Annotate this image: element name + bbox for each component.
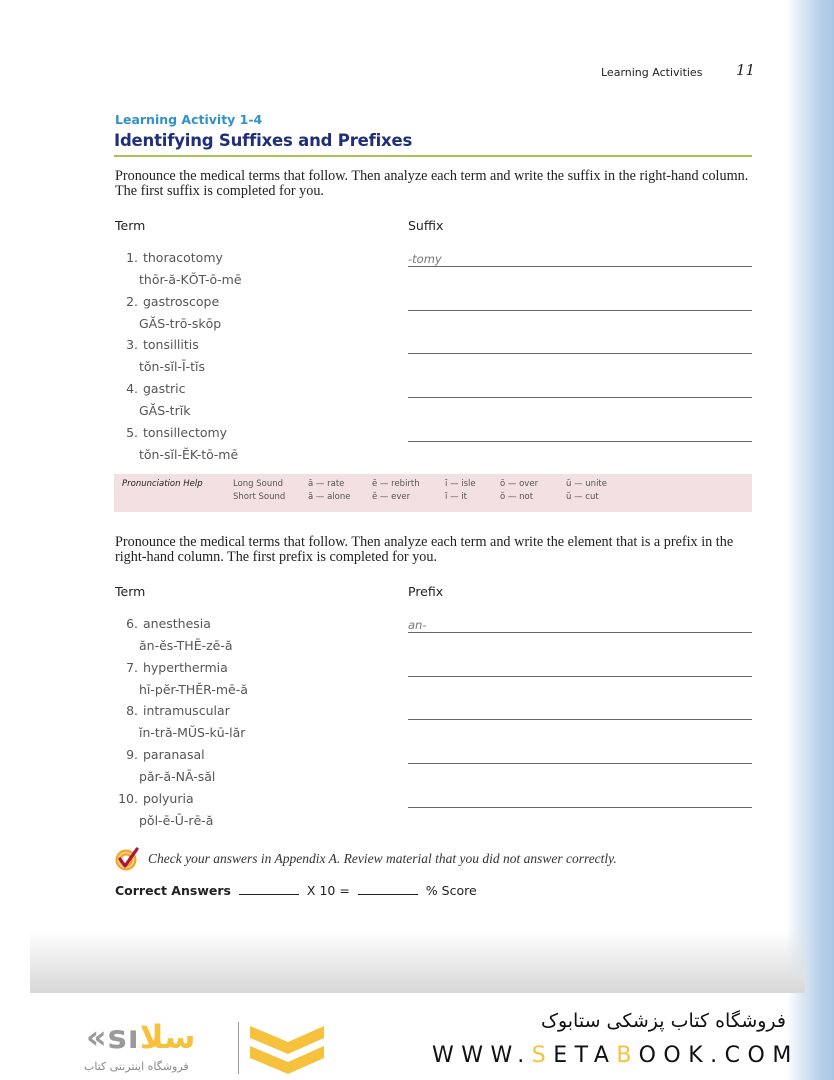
pronunciation: pŏl-ē-Ū-rē-ă [139, 813, 214, 828]
page-number: 11 [736, 61, 756, 79]
suffix-item-4 [118, 381, 398, 425]
title-rule [114, 155, 752, 157]
item-number: 4. [126, 381, 138, 396]
setabook-logo [66, 1018, 328, 1078]
suffix-answer-header: Suffix [408, 218, 444, 233]
answer-text: an- [408, 618, 427, 632]
term: gastroscope [142, 294, 220, 309]
prefix-answer-8[interactable] [408, 701, 752, 720]
term: thoracotomy [142, 250, 223, 265]
url-accent: S [531, 1043, 554, 1068]
term: tonsillitis [142, 337, 199, 352]
term: anesthesia [142, 616, 211, 631]
pronunciation-help-box [114, 474, 752, 512]
page-bottom-shadow [30, 930, 805, 993]
pronunciation: GĂS-trō-skōp [139, 316, 222, 331]
suffix-answer-5[interactable] [408, 423, 752, 442]
logo-wordmark [86, 1018, 195, 1056]
long-e: ē — rebirth [372, 479, 420, 489]
term: gastric [142, 381, 186, 396]
term: polyuria [142, 791, 194, 806]
pronunciation: păr-ă-NĀ-săl [139, 769, 216, 784]
pronunciation: tŏn-sĭl-Ī-tĭs [139, 359, 206, 374]
prefix-answer-10[interactable] [408, 789, 752, 808]
pronunciation: tŏn-sĭl-ĔK-tō-mē [139, 447, 239, 462]
short-sound-label: Short Sound [233, 492, 286, 502]
prefix-instructions: Pronounce the medical terms that follow. Then analyze each term and write the element that is a prefix in the right-hand column. The first prefix is completed for you. [115, 534, 734, 565]
url-part: OOK.COM [638, 1043, 799, 1068]
long-o: ō — over [500, 479, 539, 489]
logo-subtitle: فروشگاه اینترنتی کتاب [84, 1060, 189, 1073]
item-number: 5. [126, 425, 138, 440]
pronunciation: GĂS-trĭk [139, 403, 191, 418]
prefix-item-10 [118, 791, 398, 835]
score-blank[interactable] [358, 884, 418, 895]
suffix-item-2 [118, 294, 398, 338]
pronunciation: thōr-ă-KŎT-ō-mē [139, 272, 242, 287]
term: hyperthermia [142, 660, 228, 675]
item-number: 3. [126, 337, 138, 352]
suffix-answer-2[interactable] [408, 292, 752, 311]
score-line [115, 883, 477, 898]
prefix-item-9 [118, 747, 398, 791]
url-accent: B [616, 1043, 639, 1068]
score-suffix: % Score [425, 883, 477, 898]
short-o: ŏ — not [500, 492, 534, 502]
short-u: ŭ — cut [566, 492, 599, 502]
suffix-answer-1[interactable] [408, 248, 752, 267]
logo-wordmark-gray: «sı [86, 1018, 140, 1056]
logo-divider [238, 1022, 239, 1074]
pronunciation: ăn-ĕs-THĒ-zē-ă [139, 638, 233, 653]
checkmark-badge-icon [114, 846, 140, 872]
prefix-item-8 [118, 703, 398, 747]
item-number: 7. [126, 660, 138, 675]
long-a: ā — rate [308, 479, 345, 489]
logo-chevron-icon [248, 1020, 328, 1078]
store-url[interactable] [432, 1043, 799, 1068]
long-u: ū — unite [566, 479, 607, 489]
store-title: فروشگاه کتاب پزشکی ستابوک [540, 1010, 786, 1032]
correct-answers-label: Correct Answers [115, 883, 231, 898]
suffix-term-header: Term [115, 218, 146, 233]
short-a: ă — alone [308, 492, 351, 502]
short-i: ĭ — it [445, 492, 467, 502]
suffix-answer-3[interactable] [408, 335, 752, 354]
pronunciation: hī-pĕr-THĔR-mē-ă [139, 682, 248, 697]
activity-title: Identifying Suffixes and Prefixes [114, 131, 413, 150]
suffix-item-5 [118, 425, 398, 469]
suffix-answer-4[interactable] [408, 379, 752, 398]
prefix-item-7 [118, 660, 398, 704]
prefix-answer-header: Prefix [408, 584, 444, 599]
right-edge-gradient [786, 0, 834, 1080]
url-part: WWW. [432, 1043, 532, 1068]
multiplier-text: X 10 = [306, 883, 350, 898]
term: tonsillectomy [142, 425, 228, 440]
check-answers-text: Check your answers in Appendix A. Review material that you did not answer correctly. [148, 851, 617, 866]
item-number: 2. [126, 294, 138, 309]
answer-text: -tomy [408, 252, 442, 266]
suffix-item-1 [118, 250, 398, 294]
running-head: Learning Activities [601, 66, 703, 79]
activity-label: Learning Activity 1-4 [115, 112, 263, 127]
item-number: 10. [118, 791, 138, 806]
item-number: 6. [126, 616, 138, 631]
url-part: ETA [553, 1043, 617, 1068]
prefix-term-header: Term [115, 584, 146, 599]
prefix-item-6 [118, 616, 398, 660]
item-number: 9. [126, 747, 138, 762]
item-number: 8. [126, 703, 138, 718]
long-i: ī — isle [445, 479, 476, 489]
term: intramuscular [142, 703, 230, 718]
logo-wordmark-yellow: سلا [139, 1018, 196, 1056]
prefix-answer-6[interactable] [408, 614, 752, 633]
correct-answers-blank[interactable] [239, 884, 299, 895]
term: paranasal [142, 747, 205, 762]
pronunciation-help-title: Pronunciation Help [122, 479, 203, 489]
short-e: ĕ — ever [372, 492, 411, 502]
suffix-instructions: Pronounce the medical terms that follow. Then analyze each term and write the suffix in the right-hand column. The first suffix is completed for you. [115, 168, 749, 199]
long-sound-label: Long Sound [233, 479, 284, 489]
suffix-item-3 [118, 337, 398, 381]
pronunciation: ĭn-tră-MŬS-kū-lăr [139, 725, 246, 740]
prefix-answer-7[interactable] [408, 658, 752, 677]
prefix-answer-9[interactable] [408, 745, 752, 764]
item-number: 1. [126, 250, 138, 265]
